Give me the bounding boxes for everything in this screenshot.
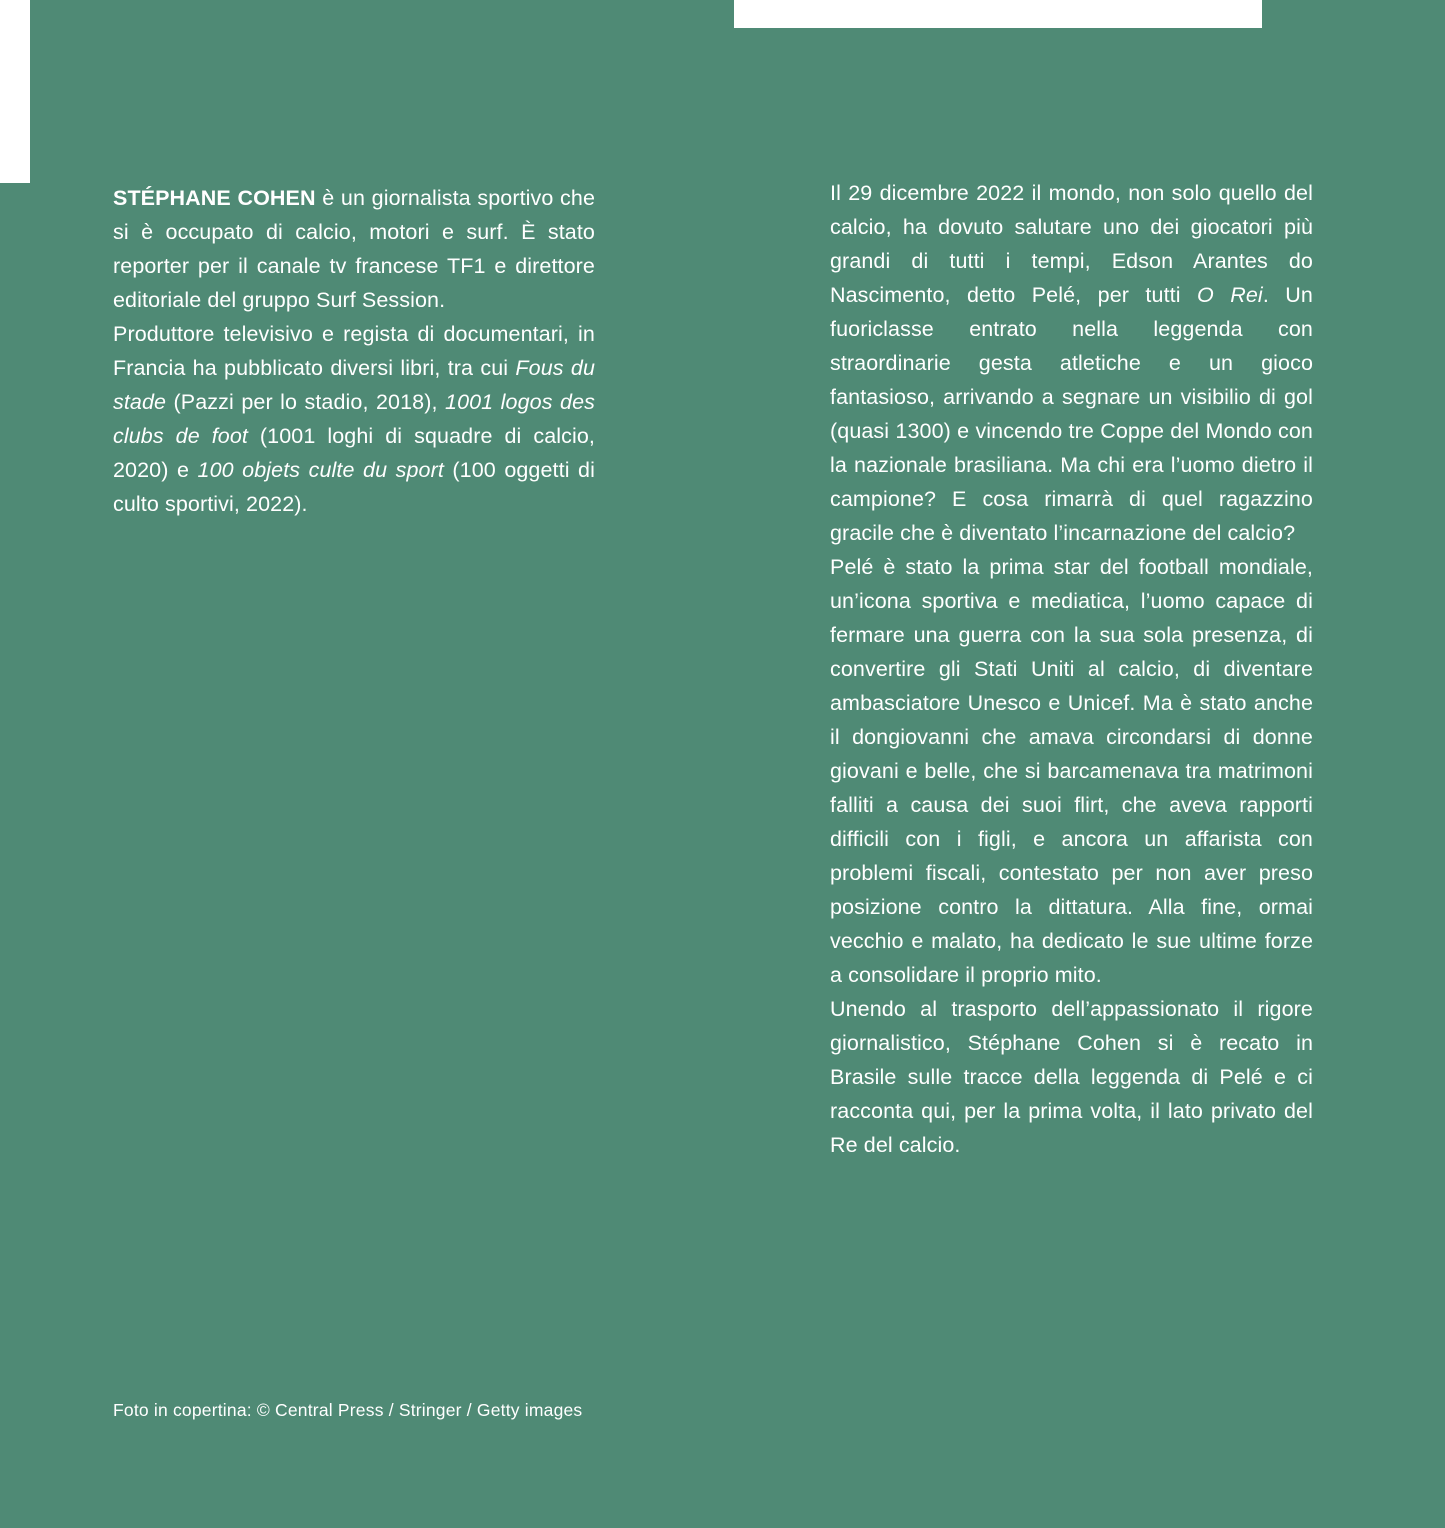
paragraph	[113, 181, 595, 317]
photo-credit: Foto in copertina: © Central Press / Stringer / Getty images	[113, 1400, 583, 1420]
paragraph	[830, 176, 1313, 550]
text-run: Il 29 dicembre 2022 il mondo, non solo quello del calcio, ha dovuto salutare uno dei giocatori più grandi di tutti i tempi, Edson Arantes do Nascimento, detto Pelé, per tutti	[830, 181, 1313, 307]
text-run: (100 oggetti di culto sportivi, 2022).	[113, 458, 595, 516]
text-run: . Un fuoriclasse entrato nella leggenda con straordinarie gesta atletiche e un gioco fantasioso, arrivando a segnare un visibilio di gol (quasi 1300) e vincendo tre Coppe del Mondo con la nazionale brasiliana. Ma chi era l’uomo dietro il campione? E cosa rimarrà di quel ragazzino gracile che è diventato l’incarnazione del calcio?	[830, 283, 1313, 545]
italic-text-run: Fous du stade	[113, 356, 596, 414]
bold-text-run: STÉPHANE COHEN	[113, 186, 316, 210]
text-run: Pelé è stato la prima star del football mondiale, un’icona sportiva e mediatica, l’uomo capace di fermare una guerra con la sua sola presenza, di convertire gli Stati Uniti al calcio, di diventare ambasciatore Unesco e Unicef. Ma è stato anche il dongiovanni che amava circondarsi di donne giovani e belle, che si barcamenava tra matrimoni falliti a causa dei suoi flirt, che aveva rapporti difficili con i figli, e ancora un affarista con problemi fiscali, contestato per non aver preso posizione contro la dittatura. Alla fine, ormai vecchio e malato, ha dedicato le sue ultime forze a consolidare il proprio mito.	[830, 555, 1313, 987]
page-edge-left-strip	[0, 0, 30, 183]
text-run: Produttore televisivo e regista di documentari, in Francia ha pubblicato diversi libri, tra cui	[113, 322, 595, 380]
page-edge-top-strip	[734, 0, 1262, 28]
italic-text-run: 1001 logos des clubs de foot	[113, 390, 595, 448]
paragraph	[113, 317, 595, 521]
paragraph	[830, 992, 1313, 1162]
italic-text-run: 100 objets culte du sport	[197, 458, 444, 482]
italic-text-run: O Rei	[1197, 283, 1263, 307]
book-blurb-column	[830, 176, 1313, 1162]
text-run: (Pazzi per lo stadio, 2018),	[166, 390, 446, 414]
paragraph	[830, 550, 1313, 992]
author-bio-text	[113, 181, 595, 521]
author-bio-column	[113, 181, 595, 521]
text-run: è un giornalista sportivo che si è occupato di calcio, motori e surf. È stato reporter per il canale tv francese TF1 e direttore editoriale del gruppo Surf Session.	[113, 186, 596, 312]
book-blurb-text	[830, 176, 1313, 1162]
text-run: (1001 loghi di squadre di calcio, 2020) e	[113, 424, 595, 482]
text-run: Unendo al trasporto dell’appassionato il rigore giornalistico, Stéphane Cohen si è recato in Brasile sulle tracce della leggenda di Pelé e ci racconta qui, per la prima volta, il lato privato del Re del calcio.	[830, 997, 1313, 1157]
